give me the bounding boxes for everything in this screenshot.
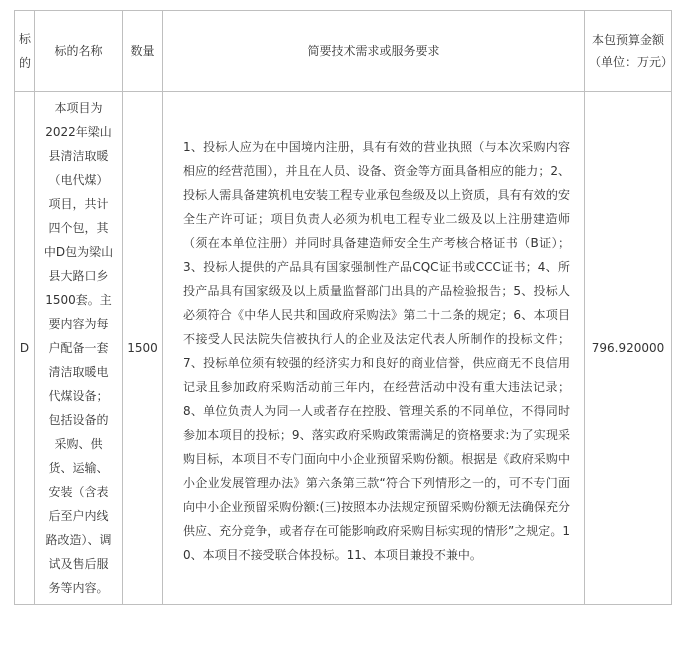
cell-lot: D bbox=[15, 92, 35, 605]
table-row bbox=[15, 92, 672, 605]
header-budget: 本包预算金额（单位：万元） bbox=[585, 11, 672, 92]
procurement-table bbox=[14, 10, 672, 605]
table-header-row bbox=[15, 11, 672, 92]
cell-budget: 796.920000 bbox=[585, 92, 672, 605]
header-requirements: 简要技术需求或服务要求 bbox=[163, 11, 585, 92]
header-lot: 标的 bbox=[15, 11, 35, 92]
header-name: 标的名称 bbox=[35, 11, 123, 92]
cell-quantity: 1500 bbox=[123, 92, 163, 605]
header-quantity: 数量 bbox=[123, 11, 163, 92]
cell-requirements: 1、投标人应为在中国境内注册，具有有效的营业执照（与本次采购内容相应的经营范围），并且在人员、设备、资金等方面具备相应的能力；2、投标人需具备建筑机电安装工程专业承包叁级及以上资质，具有有效的安全生产许可证；项目负责人必须为机电工程专业二级及以上注册建造师（须在本单位注册）并同时具备建造师安全生产考核合格证书（B证）；3、投标人提供的产品具有国家强制性产品CQC证书或CCC证书；4、所投产品具有国家级及以上质量监督部门出具的产品检验报告；5、投标人必须符合《中华人民共和国政府采购法》第二十二条的规定；6、本项目不接受人民法院失信被执行人的企业及法定代表人所制作的投标文件；7、投标单位须有较强的经济实力和良好的商业信誉，供应商无不良信用记录且参加政府采购活动前三年内，在经营活动中没有重大违法记录；8、单位负责人为同一人或者存在控股、管理关系的不同单位，不得同时参加本项目的投标；9、落实政府采购政策需满足的资格要求:为了实现采购目标，本项目不专门面向中小企业预留采购份额。根据是《政府采购中小企业发展管理办法》第六条第三款“符合下列情形之一的，可不专门面向中小企业预留采购份额:(三)按照本办法规定预留采购份额无法确保充分供应、充分竞争，或者存在可能影响政府采购目标实现的情形”之规定。10、本项目不接受联合体投标。11、本项目兼投不兼中。 bbox=[163, 92, 585, 605]
cell-name: 本项目为2022年梁山县清洁取暖（电代煤）项目，共计四个包，其中D包为梁山县大路口乡1500套。主要内容为每户配备一套清洁取暖电代煤设备；包括设备的采购、供货、运输、安装（含表后至户内线路改造）、调试及售后服务等内容。 bbox=[35, 92, 123, 605]
